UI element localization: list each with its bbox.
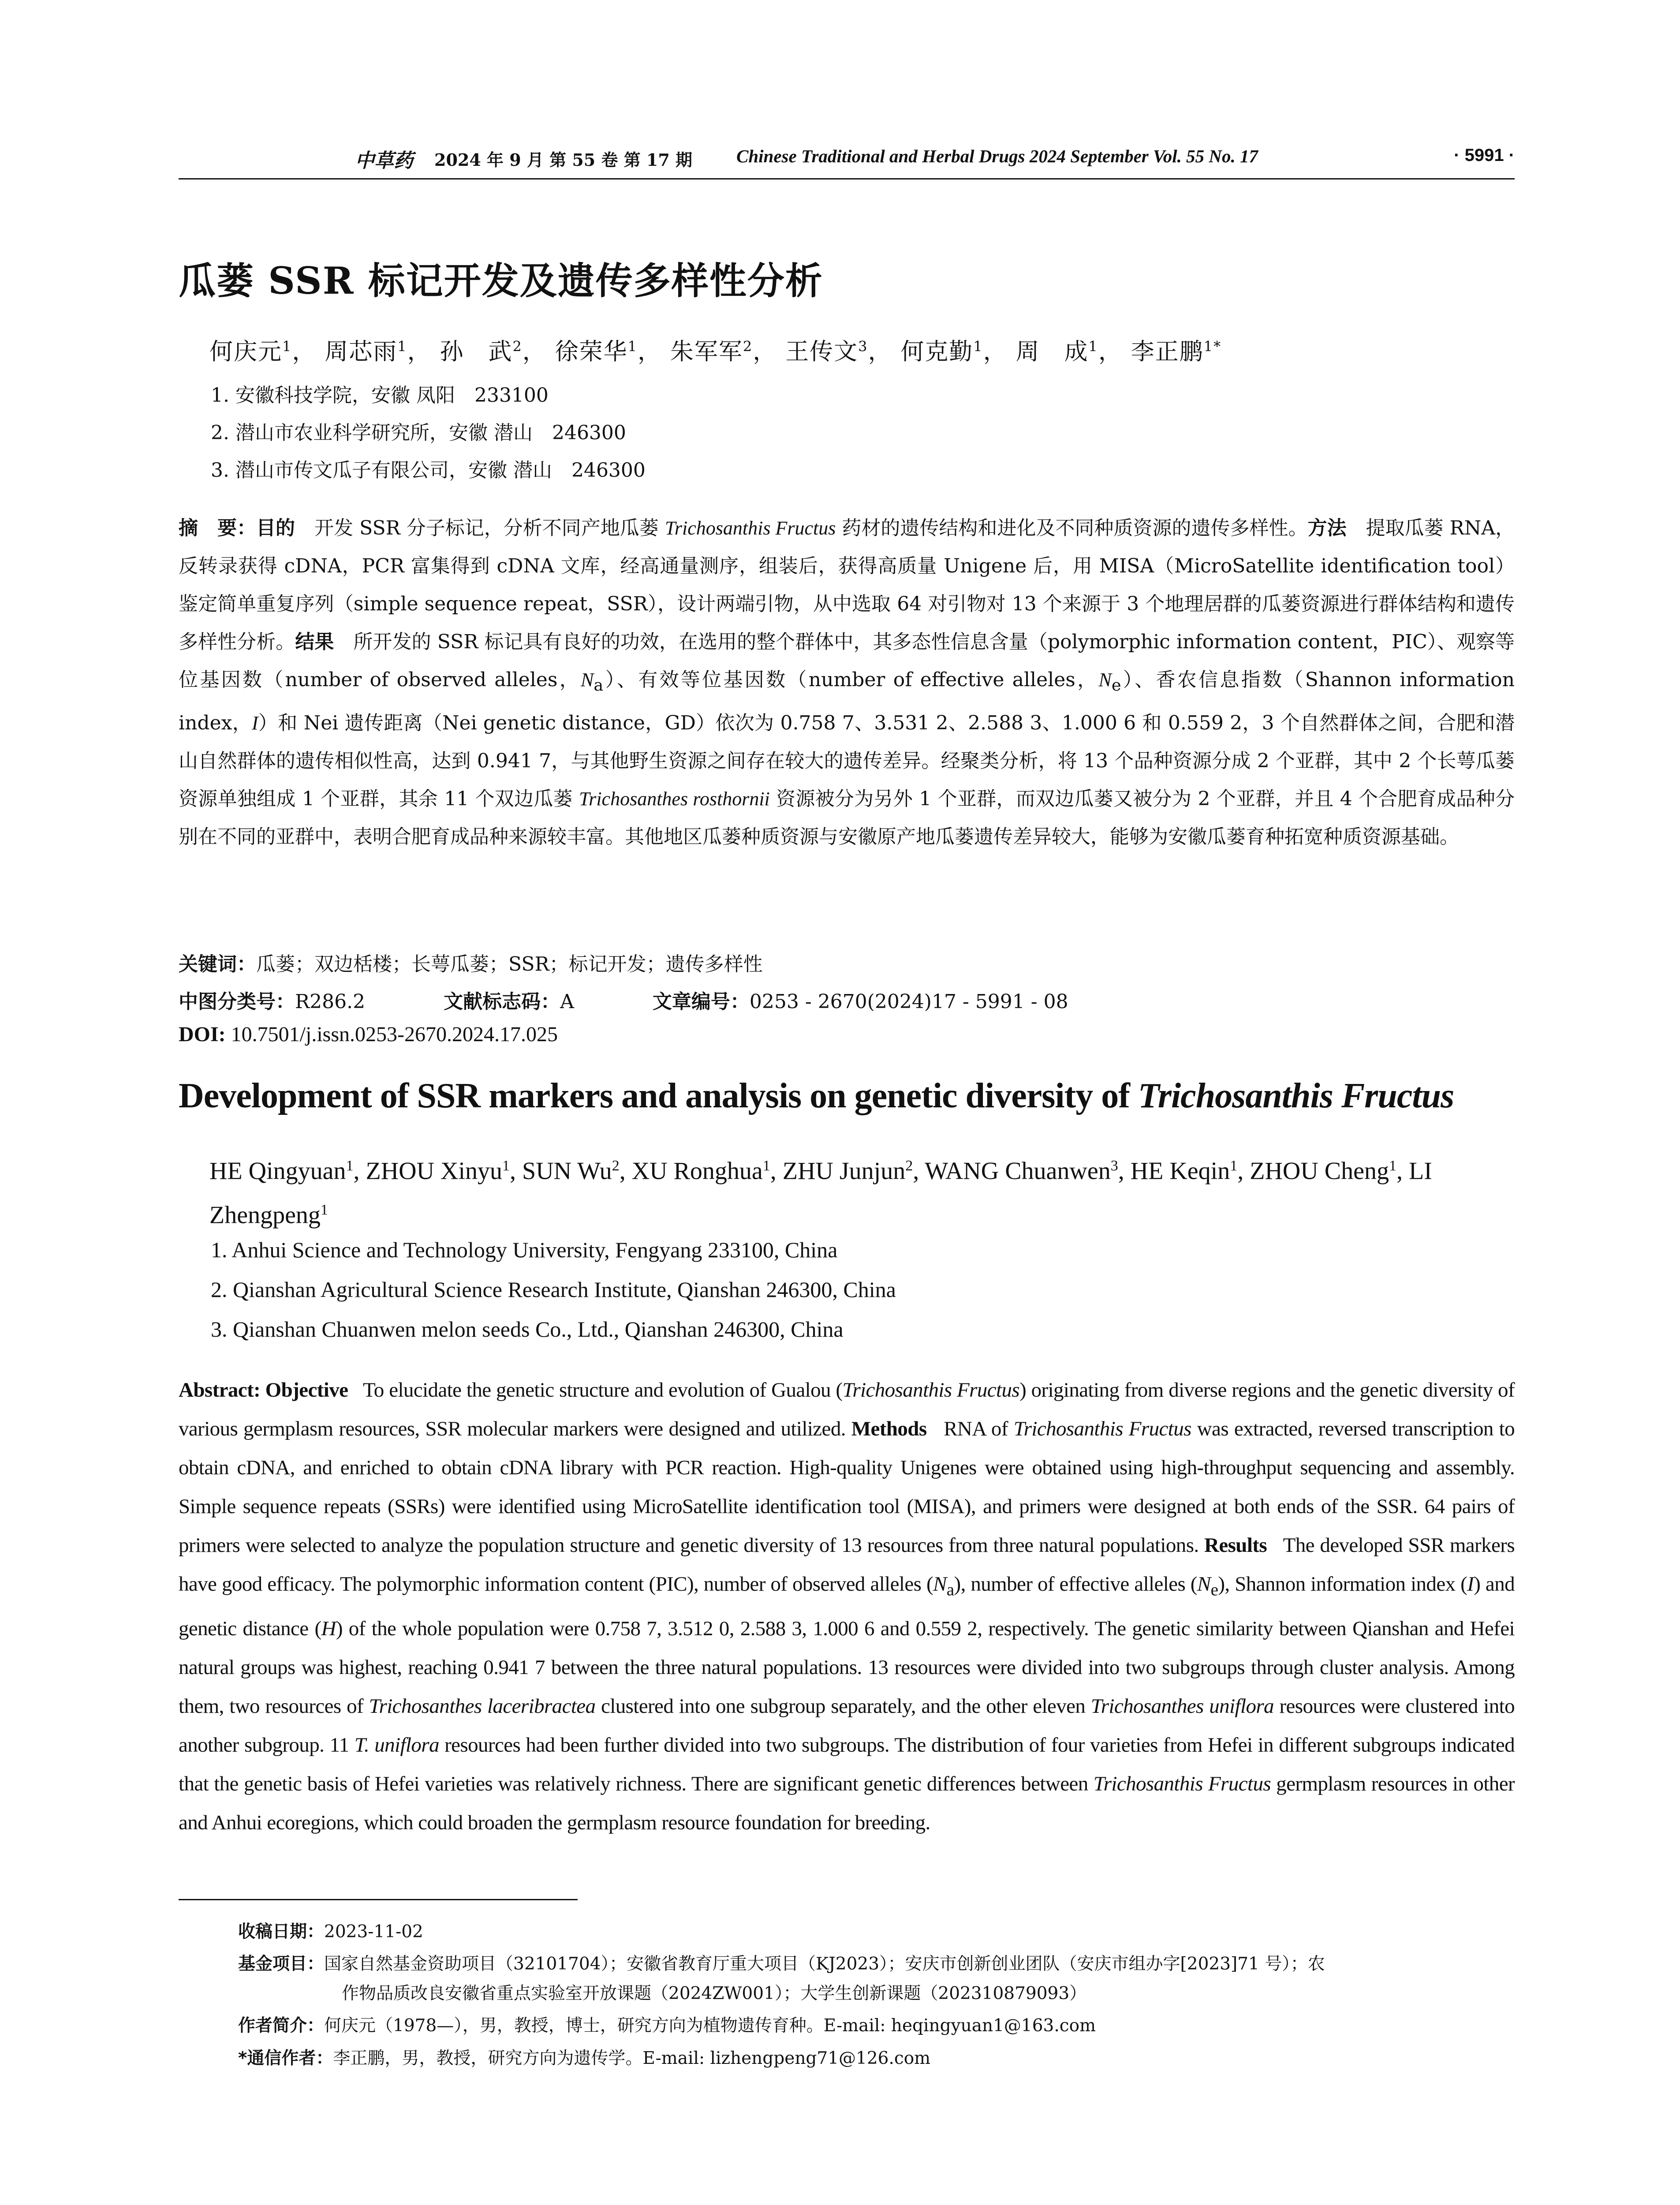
symbol: I	[252, 712, 258, 734]
footnote-rule	[179, 1899, 578, 1900]
author-affiliation-mark: 2	[612, 1158, 620, 1174]
paper-title-en	[179, 1076, 1454, 1116]
abstract-text: ), Shannon information index (	[1218, 1573, 1467, 1596]
fund-label: 基金项目：	[238, 1954, 325, 1974]
corresponding-author	[238, 2045, 930, 2072]
results-label: Results	[1204, 1534, 1267, 1557]
abstract-text: 资源被分为另外 1 个亚群，而双边瓜蒌又被分为 2 个亚群，并且 4 个合肥育成品种分别在不同的亚群中，表明合肥育成品种来源较丰富。其他地区瓜蒌种质资源与安徽原产地瓜蒌遗传差异较大，能够为安徽瓜蒌育种拓宽种质资源基础。	[179, 787, 1515, 848]
abstract-cn	[179, 509, 1515, 856]
author-list-en: HE Qingyuan$^1$, ZHOU Xinyu$^1$, SUN Wu$^2$, XU Ronghua$^1$, ZHU Junjun$^2$, WANG Chuanwen$^3$, HE Keqin$^1$, ZHOU Cheng$^1$, LI Zhengpeng$^1$	[209, 1157, 1432, 1229]
abstract-text: ）和 Nei 遗传距离（Nei genetic distance，GD）依次为 0.758 7、3.531 2、2.588 3、1.000 6 和 0.559 2，3 个自然群体之间，合肥和潜山自然群体的遗传相似性高，达到 0.941 7，与其他野生资源之间存在较大的遗传差异。经聚类分析，将 13 个品种资源分成 2 个亚群，其中 2 个长萼瓜蒌资源单独组成 1 个亚群，其余 11 个双边瓜蒌	[179, 711, 1515, 810]
author-name: 朱军军	[670, 338, 743, 365]
keywords-label: 关键词：	[179, 953, 256, 975]
abstract-text: To elucidate the genetic structure and evolution of Gualou (	[362, 1379, 843, 1401]
abstract-text: The developed SSR markers have good efficacy. The polymorphic information content (PIC), number of observed alleles (	[179, 1534, 1515, 1596]
author-affiliation-mark: 1	[346, 1158, 354, 1174]
symbol: N	[933, 1573, 947, 1596]
doi-line	[179, 1022, 558, 1046]
fund-value: 国家自然基金资助项目（32101704）；安徽省教育厅重大项目（KJ2023）；安庆市创新创业团队（安庆市组办字[2023]71 号）；农	[324, 1954, 1325, 1974]
species-name: Trichosanthis Fructus	[842, 1379, 1020, 1401]
author-affiliation-mark: 2	[743, 338, 753, 355]
received-label: 收稿日期：	[238, 1922, 325, 1942]
running-header	[179, 145, 1515, 173]
article-number-value: 0253 - 2670(2024)17 - 5991 - 08	[749, 990, 1068, 1013]
species-name: Trichosanthis Fructus	[1093, 1772, 1271, 1796]
author-name: ZHOU Cheng	[1250, 1157, 1389, 1185]
author-name: 徐荣华	[555, 338, 628, 365]
abstract-text: 药材的遗传结构和进化及不同种质资源的遗传多样性。	[836, 517, 1308, 539]
abstract-label: Abstract: Objective	[179, 1379, 348, 1401]
author-affiliation-mark: 2	[512, 338, 523, 355]
author-name: LI Zhengpeng	[209, 1157, 1432, 1229]
journal-logo: 中草药	[355, 149, 413, 172]
header-rule	[179, 178, 1515, 179]
affiliation-en-1: 1. Anhui Science and Technology University, Fengyang 233100, China	[211, 1237, 838, 1262]
author-name: 孙 武	[440, 338, 513, 365]
received-date	[238, 1918, 423, 1946]
author-name: 王传文	[785, 338, 859, 365]
author-name: 李正鹏	[1131, 338, 1204, 365]
author-list-cn: 何庆元$^1$， 周芯雨$^1$， 孙 武$^2$， 徐荣华$^1$， 朱军军$^2$， 王传文$^3$， 何克勤$^1$， 周 成$^1$， 李正鹏$^{1*}$	[209, 338, 1222, 365]
doi-label: DOI:	[179, 1023, 226, 1046]
symbol: I	[1467, 1573, 1474, 1596]
doc-code-value: A	[560, 990, 574, 1013]
abstract-text: RNA of	[944, 1417, 1014, 1440]
abstract-text: clustered into one subgroup separately, and the other eleven	[595, 1695, 1091, 1718]
clc-value: R286.2	[295, 990, 366, 1013]
abstract-en	[179, 1371, 1515, 1842]
author-affiliation-mark: 1*	[1203, 338, 1222, 355]
symbol: N	[1197, 1573, 1211, 1596]
keywords-text: 瓜蒌；双边栝楼；长萼瓜蒌；SSR；标记开发；遗传多样性	[256, 953, 763, 975]
species-name: Trichosanthes rosthornii	[579, 788, 770, 810]
author-name: ZHU Junjun	[782, 1157, 906, 1185]
symbol-subscript: a	[946, 1580, 954, 1600]
doi-link[interactable]: 10.7501/j.issn.0253-2670.2024.17.025	[231, 1023, 558, 1046]
abstract-label: 摘 要：	[179, 517, 257, 539]
author-bio-value: 何庆元（1978—），男，教授，博士，研究方向为植物遗传育种。E-mail: heqingyuan1@163.com	[324, 2016, 1096, 2036]
symbol-subscript: e	[1111, 675, 1121, 695]
author-affiliation-mark: 1	[1088, 338, 1098, 355]
abstract-text: resources had been further divided into two subgroups. The distribution of four varieties from Hefei in different subgroups indicated that the genetic basis of Hefei varieties was relatively richness. There are significant genetic differences between	[179, 1734, 1515, 1796]
title-text: Development of SSR markers and analysis on genetic diversity of	[179, 1076, 1138, 1115]
abstract-text: ), number of effective alleles (	[954, 1573, 1197, 1596]
author-affiliation-mark: 2	[905, 1158, 913, 1174]
author-name: WANG Chuanwen	[925, 1157, 1111, 1185]
abstract-text: 提取瓜蒌 RNA，反转录获得 cDNA，PCR 富集得到 cDNA 文库，经高通量测序，组装后，获得高质量 Unigene 后，用 MISA（MicroSatellite identification tool）鉴定简单重复序列（simple sequence repeat，SSR），设计两端引物，从中选取 64 对引物对 13 个来源于 3 个地理居群的瓜蒌资源进行群体结构和遗传多样性分析。	[179, 517, 1515, 653]
species-name: Trichosanthis Fructus	[1013, 1417, 1191, 1440]
abstract-text: ）、有效等位基因数（number of effective alleles，	[603, 669, 1099, 691]
affiliation-en-3: 3. Qianshan Chuanwen melon seeds Co., Ltd., Qianshan 246300, China	[211, 1317, 844, 1342]
fund-line-1	[238, 1951, 1325, 1978]
corresponding-label: *通信作者：	[238, 2048, 333, 2068]
symbol: H	[321, 1617, 336, 1641]
corresponding-value: 李正鹏，男，教授，研究方向为遗传学。E-mail: lizhengpeng71@126.com	[333, 2048, 931, 2068]
article-number-label: 文章编号：	[652, 990, 750, 1013]
issue-info-cn: 2024 年 9 月 第 55 卷 第 17 期	[434, 150, 693, 170]
author-name: ZHOU Xinyu	[366, 1157, 503, 1185]
author-bio-label: 作者简介：	[238, 2016, 325, 2036]
author-name: 周 成	[1015, 338, 1089, 365]
abstract-text: resources were clustered into another subgroup. 11	[179, 1695, 1515, 1757]
page-number: · 5991 ·	[1454, 146, 1515, 165]
symbol: N	[1098, 669, 1112, 691]
affiliation-en-2: 2. Qianshan Agricultural Science Research Institute, Qianshan 246300, China	[211, 1277, 896, 1302]
author-name: XU Ronghua	[631, 1157, 763, 1185]
author-bio	[238, 2012, 1096, 2040]
author-name: HE Qingyuan	[209, 1157, 346, 1185]
abstract-text: 所开发的 SSR 标记具有良好的功效，在选用的整个群体中，其多态性信息含量（polymorphic information content，PIC）、观察等位基因数（number of observed alleles，	[179, 631, 1515, 691]
title-species: Trichosanthis Fructus	[1138, 1076, 1454, 1115]
species-name: Trichosanthis Fructus	[665, 517, 836, 539]
received-value: 2023-11-02	[324, 1922, 423, 1942]
clc-label: 中图分类号：	[179, 990, 295, 1013]
symbol-subscript: e	[1210, 1580, 1218, 1600]
affiliation-cn-2: 2. 潜山市农业科学研究所，安徽 潜山 246300	[211, 422, 626, 444]
author-affiliation-mark: 1	[627, 338, 638, 355]
abstract-text: was extracted, reversed transcription to obtain cDNA, and enriched to obtain cDNA library with PCR reaction. High-quality Unigenes were obtained using high-throughput sequencing and assembly. Simple sequence repeats (SSRs) were identified using MicroSatellite identification tool (MISA), and primers were designed at both ends of the SSR. 64 pairs of primers were selected to analyze the population structure and genetic diversity of 13 resources from three natural populations.	[179, 1417, 1515, 1557]
author-affiliation-mark: 1	[1389, 1158, 1396, 1174]
methods-label: Methods	[851, 1417, 927, 1440]
methods-label: 方法	[1307, 517, 1347, 539]
author-affiliation-mark: 3	[1110, 1158, 1118, 1174]
abstract-text: ）、香农信息指数（Shannon information index，	[179, 669, 1515, 734]
symbol: N	[581, 669, 594, 691]
keywords-cn	[179, 948, 763, 976]
author-name: 何克勤	[900, 338, 974, 365]
paper-title-cn: 瓜蒌 SSR 标记开发及遗传多样性分析	[179, 259, 823, 303]
author-affiliation-mark: 1	[320, 1201, 328, 1218]
results-label: 结果	[295, 631, 334, 653]
author-affiliation-mark: 1	[1230, 1158, 1238, 1174]
abstract-text: ) and genetic distance (	[179, 1573, 1515, 1641]
fund-line-2: 作物品质改良安徽省重点实验室开放课题（2024ZW001）；大学生创新课题（202310879093）	[342, 1984, 1087, 2003]
objective-label: 目的	[256, 517, 295, 539]
affiliation-cn-1: 1. 安徽科技学院，安徽 凤阳 233100	[211, 384, 549, 407]
species-name: Trichosanthes uniflora	[1090, 1695, 1274, 1718]
author-affiliation-mark: 1	[973, 338, 983, 355]
species-name: Trichosanthes laceribractea	[369, 1695, 596, 1718]
author-affiliation-mark: 1	[282, 338, 292, 355]
author-name: 何庆元	[209, 338, 282, 365]
doc-code-label: 文献标志码：	[444, 990, 560, 1013]
author-affiliation-mark: 3	[858, 338, 868, 355]
author-affiliation-mark: 1	[397, 338, 407, 355]
author-affiliation-mark: 1	[762, 1158, 770, 1174]
author-name: 周芯雨	[325, 338, 398, 365]
abstract-text: 开发 SSR 分子标记，分析不同产地瓜蒌	[314, 517, 665, 539]
abstract-text: ) of the whole population were 0.758 7, 3.512 0, 2.588 3, 1.000 6 and 0.559 2, respectively. The genetic similarity between Qianshan and Hefei natural groups was highest, reaching 0.941 7 between the three natural populations. 13 resources were divided into two subgroups through cluster analysis. Among them, two resources of	[179, 1617, 1515, 1718]
species-name: T. uniflora	[354, 1734, 439, 1757]
author-affiliation-mark: 1	[502, 1158, 510, 1174]
issue-info-en: Chinese Traditional and Herbal Drugs 2024 September Vol. 55 No. 17	[736, 146, 1258, 166]
abstract-text: germplasm resources in other and Anhui ecoregions, which could broaden the germplasm resource foundation for breeding.	[179, 1772, 1515, 1835]
symbol-subscript: a	[594, 675, 604, 695]
author-name: SUN Wu	[522, 1157, 612, 1185]
abstract-text: ) originating from diverse regions and the genetic diversity of various germplasm resources, SSR molecular markers were designed and utilized.	[179, 1379, 1515, 1440]
author-name: HE Keqin	[1130, 1157, 1230, 1185]
classification-line	[179, 986, 1068, 1014]
affiliation-cn-3: 3. 潜山市传文瓜子有限公司，安徽 潜山 246300	[211, 459, 646, 482]
